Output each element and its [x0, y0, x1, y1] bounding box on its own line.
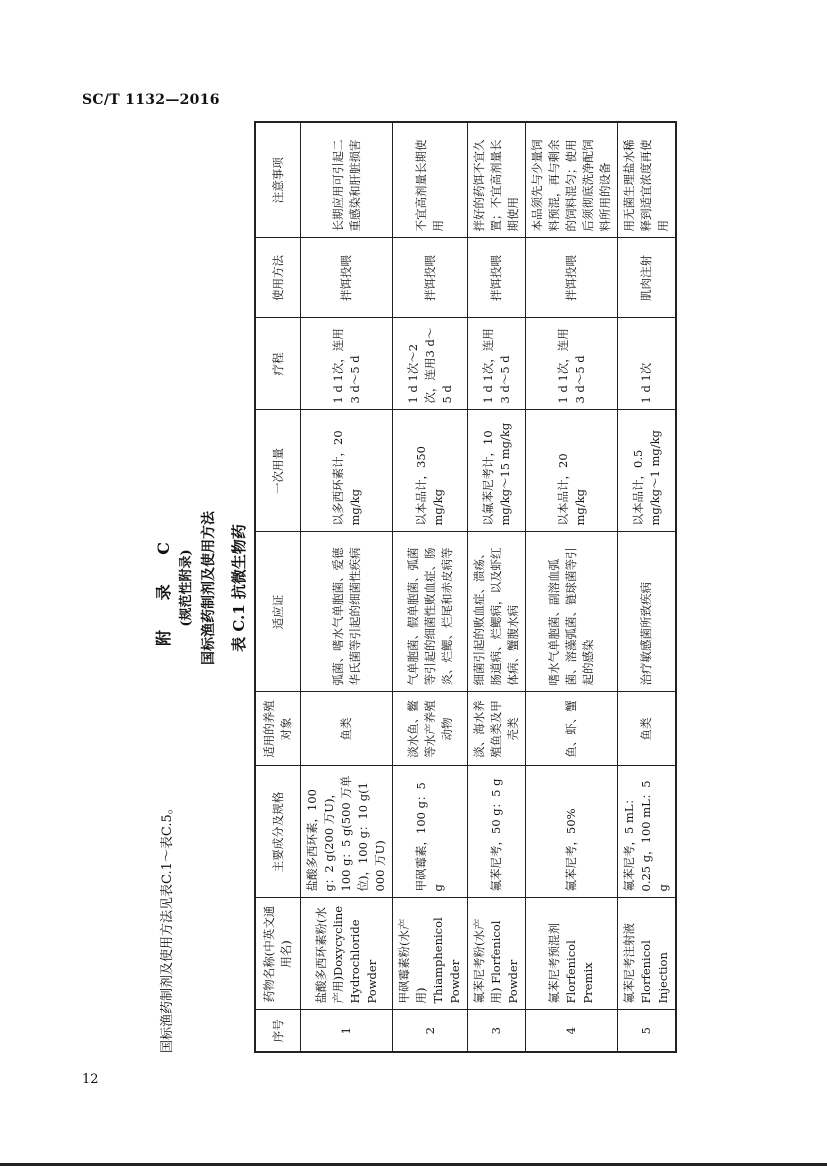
table-row — [618, 122, 677, 1052]
header-cell: 一次用量 — [255, 410, 301, 532]
header-cell: 适用的养殖对象 — [255, 692, 301, 766]
table-row — [301, 122, 393, 1052]
table-cell: 治疗敏感菌所致疾病 — [618, 532, 677, 692]
header-cell: 注意事项 — [255, 122, 301, 238]
table-cell: 氟苯尼考预混剂 Florfenicol Premix — [526, 898, 618, 1010]
table-cell: 拌好的药饵不宜久置；不宜高剂量长期使用 — [468, 122, 526, 238]
table-cell: 弧菌、嗜水气单胞菌、爱德华氏菌等引起的细菌性疾病 — [301, 532, 393, 692]
table-cell: 以多西环素计，20 mg/kg — [301, 410, 393, 532]
table-cell: 以本品计，20 mg/kg — [526, 410, 618, 532]
table-title: 表 C.1 抗微生物药 — [230, 524, 248, 652]
table-cell: 鱼、虾、蟹 — [526, 692, 618, 766]
annex-heading — [152, 123, 220, 1053]
table-cell: 3 — [468, 1010, 526, 1052]
table-cell: 甲砜霉素，100 g：5 g — [393, 766, 468, 898]
table-cell: 气单胞菌、假单胞菌、弧菌等引起的细菌性败血症、肠炎、烂鳃、烂尾和赤皮病等 — [393, 532, 468, 692]
table-cell: 1 d 1次～2次，连用3 d～5 d — [393, 318, 468, 410]
table-row — [526, 122, 618, 1052]
annex-type: (规范性附录) — [179, 549, 194, 627]
table-cell: 以本品计，350 mg/kg — [393, 410, 468, 532]
table-row — [393, 122, 468, 1052]
table-cell: 4 — [526, 1010, 618, 1052]
intro-text: 国标渔药制剂及使用方法见表C.1～表C.5。 — [160, 801, 175, 1053]
header-cell: 序号 — [255, 1010, 301, 1052]
table-cell: 鱼类 — [618, 692, 677, 766]
table-cell: 用无菌生理盐水稀释到适宜浓度再使用 — [618, 122, 677, 238]
header-cell: 疗程 — [255, 318, 301, 410]
header-cell: 适应证 — [255, 532, 301, 692]
bottom-rule — [0, 1163, 827, 1166]
table-cell: 细菌引起的败血症、溃疡、肠道病、烂鳃病，以及虾红体病、蟹腹水病 — [468, 532, 526, 692]
table-cell: 1 d 1次，连用3 d～5 d — [301, 318, 393, 410]
annex-name: 国标渔药制剂及使用方法 — [201, 511, 217, 665]
standard-code: SC/T 1132—2016 — [82, 92, 220, 108]
table-cell: 2 — [393, 1010, 468, 1052]
table-cell: 氟苯尼考，50 g：5 g — [468, 766, 526, 898]
table-cell: 以本品计，0.5 mg/kg～1 mg/kg — [618, 410, 677, 532]
table-cell: 1 d 1次，连用3 d～5 d — [526, 318, 618, 410]
table-cell: 本品须先与少量饲料预混，再与剩余的饲料混匀；使用后须彻底洗净配饲料所用的设备 — [526, 122, 618, 238]
table-cell: 5 — [618, 1010, 677, 1052]
table-cell: 盐酸多西环素，100 g：2 g(200 万U)，100 g：5 g(500 万单位)，100 g：10 g(1 000 万U) — [301, 766, 393, 898]
table-cell: 氟苯尼考粉(水产用) Florfenicol Powder — [468, 898, 526, 1010]
table-row — [468, 122, 526, 1052]
table-cell: 甲砜霉素粉(水产用) Thiamphenicol Powder — [393, 898, 468, 1010]
page-number: 12 — [82, 1072, 99, 1087]
table-cell: 以氟苯尼考计，10 mg/kg～15 mg/kg — [468, 410, 526, 532]
annex-title: 附 录 C — [154, 530, 173, 646]
table-cell: 拌饵投喂 — [468, 238, 526, 318]
table-cell: 拌饵投喂 — [526, 238, 618, 318]
table-cell: 鱼类 — [301, 692, 393, 766]
header-cell: 使用方法 — [255, 238, 301, 318]
table-cell: 长期应用可引起二重感染和肝脏损害 — [301, 122, 393, 238]
table-cell: 淡、海水养殖鱼类及甲壳类 — [468, 692, 526, 766]
table-cell: 盐酸多西环素粉(水产用)Doxycycline Hydrochloride Powder — [301, 898, 393, 1010]
table-header-row — [255, 122, 301, 1052]
antimicrobial-drug-table — [254, 121, 677, 1053]
table-cell: 不宜高剂量长期使用 — [393, 122, 468, 238]
table-cell: 1 — [301, 1010, 393, 1052]
header-cell: 主要成分及规格 — [255, 766, 301, 898]
table-cell: 1 d 1次 — [618, 318, 677, 410]
table-cell: 1 d 1次，连用3 d～5 d — [468, 318, 526, 410]
rotated-annex — [152, 123, 672, 1053]
table-cell: 拌饵投喂 — [301, 238, 393, 318]
table-cell: 淡水鱼、鳖等水产养殖动物 — [393, 692, 468, 766]
table-cell: 肌肉注射 — [618, 238, 677, 318]
table-cell: 氟苯尼考注射液 Florfenicol Injection — [618, 898, 677, 1010]
table-cell: 氟苯尼考，5 mL：0.25 g，100 mL：5 g — [618, 766, 677, 898]
table-cell: 氟苯尼考，50% — [526, 766, 618, 898]
table-cell: 嗜水气单胞菌、副溶血弧菌、溶藻弧菌、链球菌等引起的感染 — [526, 532, 618, 692]
table-cell: 拌饵投喂 — [393, 238, 468, 318]
header-cell: 药物名称(中英文通用名) — [255, 898, 301, 1010]
